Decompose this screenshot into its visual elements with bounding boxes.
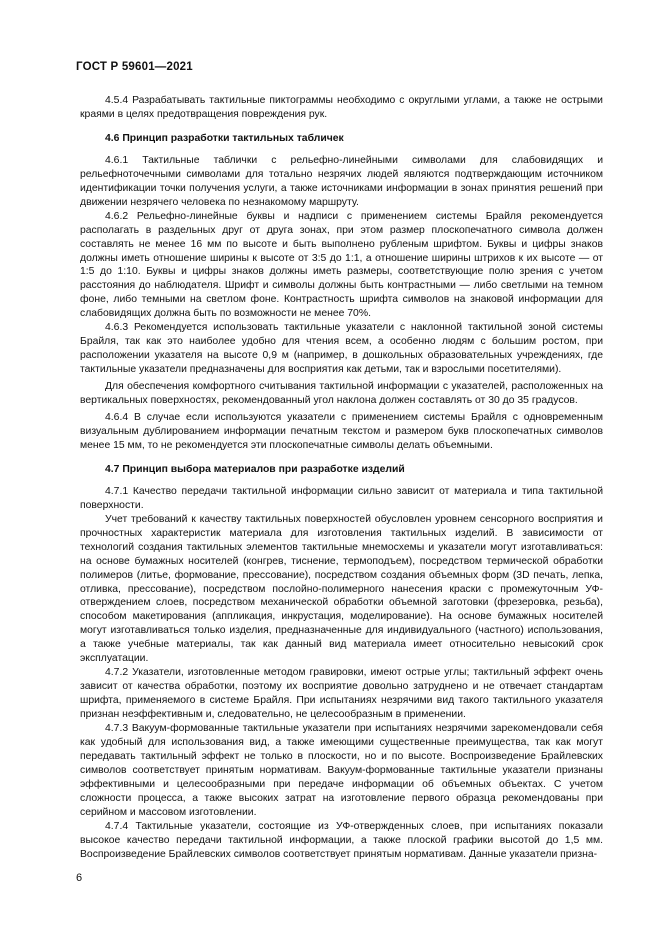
- paragraph-4-6-4: 4.6.4 В случае если используются указатели с применением системы Брайля с одновременным визуальным дублированием информации печатным текстом и размером букв плоскопечатных символов менее 15 мм, то не рекомендуется эти плоскопечатные символы делать объемными.: [80, 412, 603, 451]
- paragraph-4-5-4: 4.5.4 Разрабатывать тактильные пиктограммы необходимо с округлыми углами, а также не острыми краями в целях предотвращения повреждения рук.: [80, 95, 603, 120]
- paragraph-4-7-1-cont: Учет требований к качеству тактильных поверхностей обусловлен уровнем сенсорного восприятия и прочностных характеристик материала для изготовления тактильных изделий. В зависимости от технологий создания тактильных элементов тактильные мнемосхемы и указатели могут изготавливаться: на основе бумажных носителей (конгрев, тиснение, термоподъем), посредством термической обработки полимеров (литье, формование, прессование), посредством создания объемных форм (3D печать, лепка, отливка, прессование), посредством послойно-полимерного нанесения краски с промежуточным УФ-отверждением слоев, посредством механической обработки объемной заготовки (фрезеровка, резьба), способом макетирования (аппликация, инкрустация, моделирование). На основе бумажных носителей могут изготавливаться только изделия, предназначенные для индивидуального (частного) использования, а также учебные материалы, так как данный вид материала имеет относительно невысокий срок эксплуатации.: [80, 513, 603, 665]
- paragraph-4-7-3: 4.7.3 Вакуум-формованные тактильные указатели при испытаниях незрячими зарекомендовали себя как удобный для использования вид, а также имеющими существенные преимущества, так как могут передавать тактильный эффект не только в плоскости, но и по высоте. Воспроизведение Брайлевских символов соответствует принятым нормативам. Вакуум-формованные тактильные указатели признаны эффективными и целесообразными при передаче информации об объемных объектах. С учетом сложности процесса, а также высоких затрат на изготовление первого образца рекомендованы при серийном и массовом изготовлении.: [80, 723, 603, 818]
- paragraph-4-6-3-cont: Для обеспечения комфортного считывания тактильной информации с указателей, расположенных на вертикальных поверхностях, рекомендованный угол наклона должен составлять от 30 до 35 градусов.: [80, 381, 603, 407]
- document-body: [80, 94, 603, 862]
- paragraph-4-7-2: 4.7.2 Указатели, изготовленные методом гравировки, имеют острые углы; тактильный эффект очень зависит от качества обработки, поэтому их восприятие довольно затруднено и не отвечает стандартам шрифта, применяемого в системе Брайля. При испытаниях незрячими вид такого тактильного указателя признан неэффективным и, следовательно, не целесообразным в применении.: [80, 667, 603, 721]
- standard-header: ГОСТ Р 59601—2021: [76, 61, 193, 73]
- paragraph-4-6-1: 4.6.1 Тактильные таблички с рельефно-линейными символами для слабовидящих и рельефноточечными символами для тотально незрячих людей являются подтверждающим источником идентификации точки получения услуги, а также источниками информации в зонах принятия решений при движении незрячего человека по незнакомому маршруту.: [80, 154, 603, 208]
- page-number: 6: [76, 872, 83, 884]
- heading-4-6: 4.6 Принцип разработки тактильных табличек: [105, 132, 344, 144]
- paragraph-4-6-3: 4.6.3 Рекомендуется использовать тактильные указатели с наклонной тактильной зоной системы Брайля, так как это наиболее удобно для чтения всем, а особенно людям с большим ростом, при расположении указателя на высоте 0,9 м (например, в дошкольных образовательных учреждениях, где тактильные указатели предназначены для восприятия как детьми, так и взрослыми посетителями).: [80, 322, 603, 376]
- paragraph-4-7-4: 4.7.4 Тактильные указатели, состоящие из УФ-отвержденных слоев, при испытаниях показали высокое качество передачи тактильной информации, а также плоской графики высотой до 1,5 мм. Воспроизведение Брайлевских символов соответствует принятым нормативам. Данные указатели призна-: [80, 820, 603, 860]
- heading-4-7: 4.7 Принцип выбора материалов при разработке изделий: [105, 463, 405, 475]
- paragraph-4-6-2: 4.6.2 Рельефно-линейные буквы и надписи с применением системы Брайля рекомендуется располагать в раздельных друг от друга зонах, при этом размер плоскопечатного символа должен составлять не менее 16 мм по высоте и быть выполнено рубленым шрифтом. Буквы и цифры знаков должны иметь отношение ширины к высоте от 3:5 до 1:1, а отношение ширины штрихов к их высоте — от 1:5 до 1:10. Буквы и цифры знаков должны иметь размеры, соответствующие полю зрения с учетом расстояния до наблюдателя. Шрифт и символы должны быть контрастными — либо светлыми на темном фоне, либо темными на светлом фоне. Контрастность шрифта символов на знаковой информации для слабовидящих должна быть по возможности не менее 70%.: [80, 210, 603, 320]
- paragraph-4-7-1: 4.7.1 Качество передачи тактильной информации сильно зависит от материала и типа тактильной поверхности.: [80, 485, 603, 511]
